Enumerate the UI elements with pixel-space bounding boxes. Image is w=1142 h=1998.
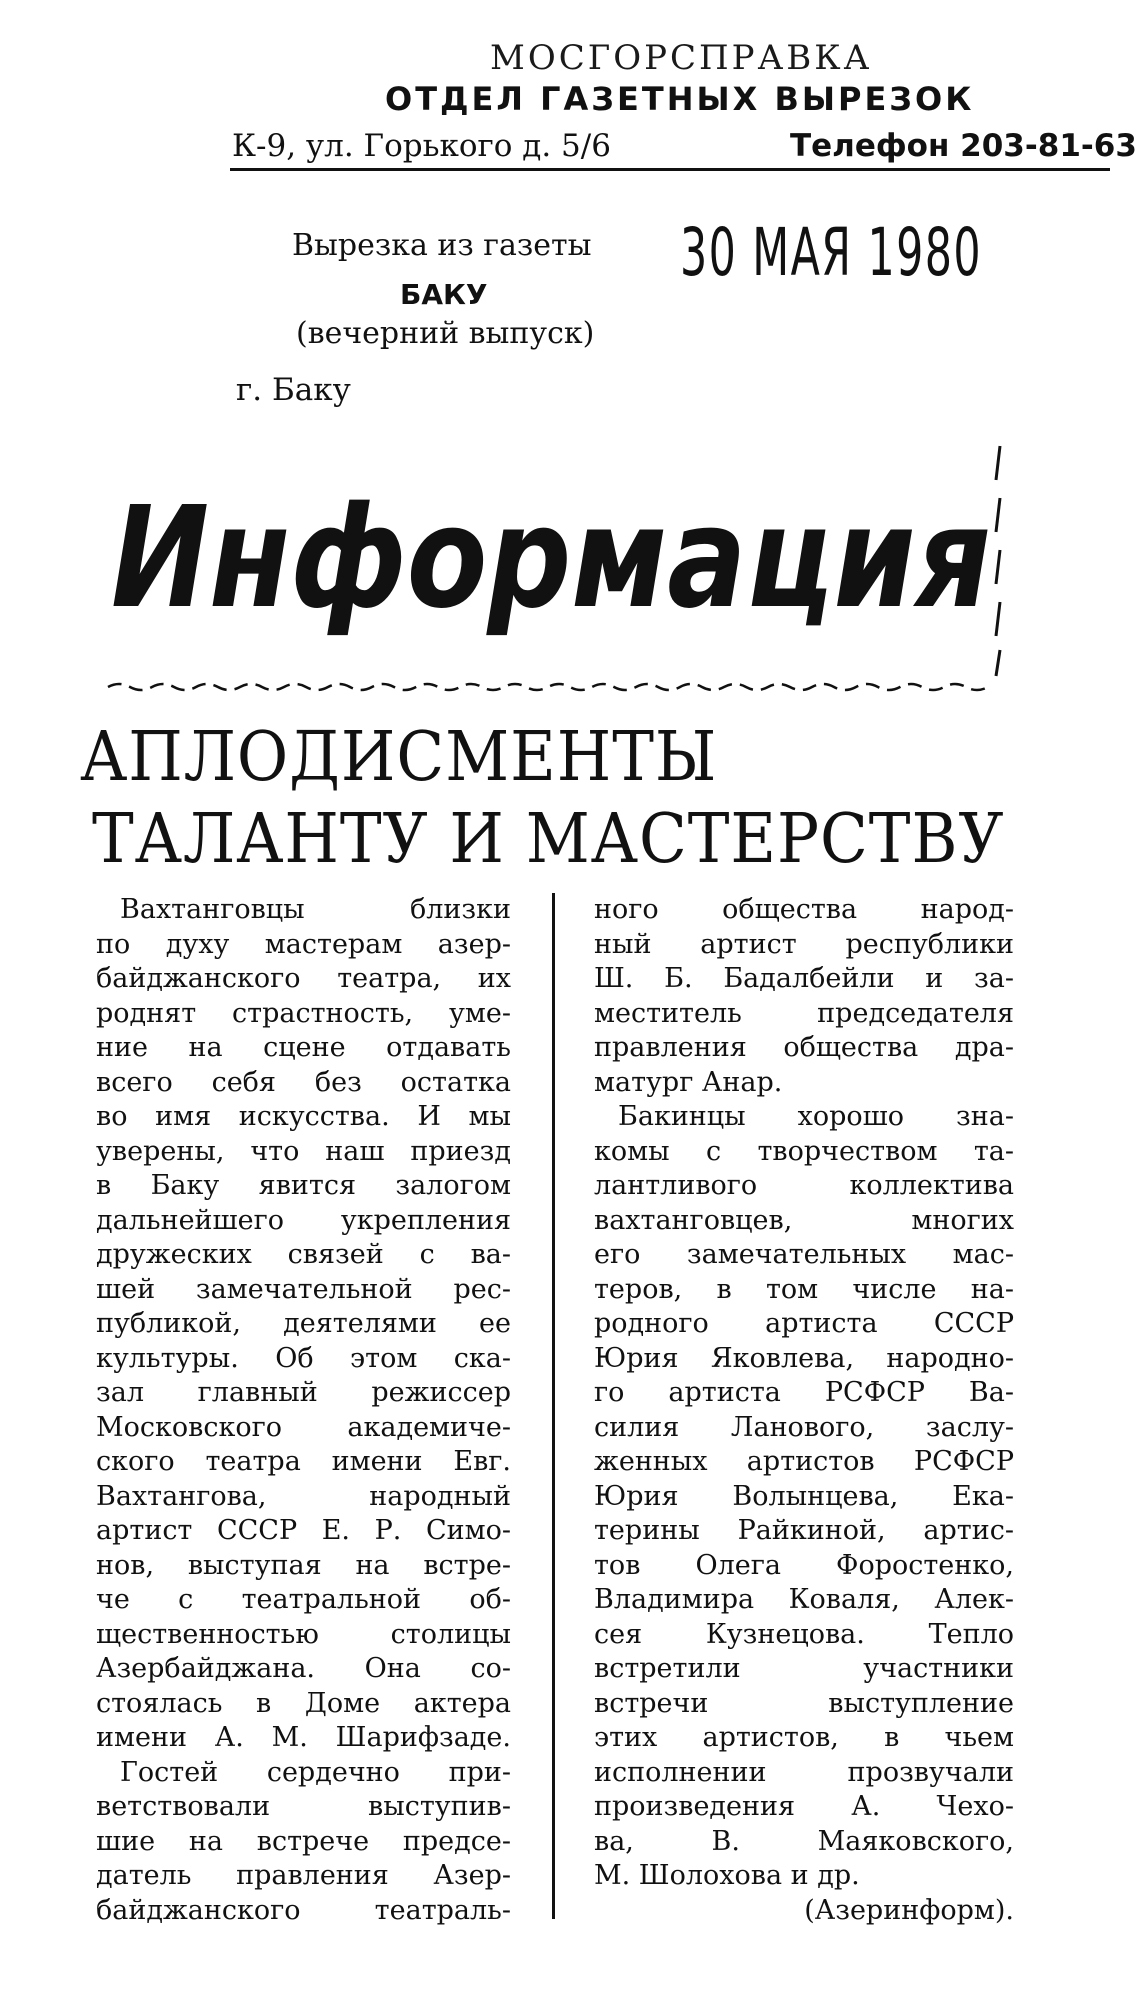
- article-line: че с театральной об-: [96, 1584, 511, 1615]
- article-line: Владимира Коваля, Алек-: [594, 1584, 1014, 1615]
- article-line: Бакинцы хорошо зна-: [618, 1101, 1014, 1132]
- article-line: по духу мастерам азер-: [96, 928, 511, 960]
- header-phone: Телефон 203-81-63: [790, 128, 1137, 164]
- article-line: артист СССР Е. Р. Симо-: [96, 1515, 511, 1546]
- article-line: родного артиста СССР: [594, 1308, 1014, 1339]
- newspaper-edition: (вечерний выпуск): [296, 316, 595, 351]
- article-line: теров, в том числе на-: [594, 1273, 1014, 1305]
- article-line: ние на сцене отдавать: [96, 1032, 511, 1063]
- article-line: Ш. Б. Бадалбейли и за-: [594, 963, 1014, 994]
- header-divider: [230, 168, 1110, 171]
- column-divider: [552, 893, 555, 1919]
- rubric-title: Информация: [111, 477, 991, 640]
- newspaper-name: БАКУ: [400, 278, 488, 311]
- article-line: нов, выступая на встре-: [96, 1549, 511, 1581]
- article-line: ный артист республики: [594, 928, 1014, 960]
- article-line: байджанского театраль-: [96, 1894, 511, 1926]
- clipping-label: Вырезка из газеты: [292, 228, 592, 263]
- article-line: дальнейшего укрепления: [96, 1204, 511, 1236]
- headline-line1: АПЛОДИСМЕНТЫ: [80, 718, 718, 797]
- article-line: датель правления Азер-: [96, 1860, 511, 1891]
- article-line: Вахтангова, народный: [96, 1480, 511, 1512]
- article-line: Азербайджана. Она со-: [96, 1653, 511, 1684]
- article-line: в Баку явится залогом: [96, 1170, 511, 1201]
- article-line: Вахтанговцы близки: [120, 894, 511, 925]
- article-line: комы с творчеством та-: [594, 1135, 1014, 1167]
- header-address: К-9, ул. Горького д. 5/6: [232, 128, 611, 164]
- article-line: Юрия Волынцева, Ека-: [594, 1480, 1014, 1512]
- article-line: силия Ланового, заслу-: [594, 1411, 1014, 1443]
- article-line: культуры. Об этом ска-: [96, 1342, 511, 1374]
- article-line: этих артистов, в чьем: [594, 1722, 1014, 1753]
- rubric-masthead: [105, 458, 1005, 648]
- article-line: лантливого коллектива: [594, 1170, 1014, 1201]
- article-line: Гостей сердечно при-: [120, 1756, 511, 1788]
- rubric-wavy-rule: [108, 680, 996, 694]
- article-line: сея Кузнецова. Тепло: [594, 1618, 1014, 1650]
- article-line: ветствовали выступив-: [96, 1791, 511, 1822]
- article-column-left: [96, 893, 511, 1928]
- article-line: меститель председателя: [594, 997, 1014, 1029]
- article-line: Московского академиче-: [96, 1411, 511, 1443]
- rubric-dashes-right: [988, 440, 1008, 680]
- article-line: встречи выступление: [594, 1687, 1014, 1719]
- header-department: ОТДЕЛ ГАЗЕТНЫХ ВЫРЕЗОК: [385, 80, 975, 118]
- article-line: правления общества дра-: [594, 1032, 1014, 1063]
- article-line: Юрия Яковлева, народно-: [594, 1342, 1014, 1374]
- article-line: зал главный режиссер: [96, 1377, 511, 1408]
- article-line: публикой, деятелями ее: [96, 1308, 511, 1339]
- article-line: ва, В. Маяковского,: [594, 1825, 1014, 1857]
- article-line: ного общества народ-: [594, 894, 1014, 925]
- article-line: дружеских связей с ва-: [96, 1239, 511, 1270]
- article-line: встретили участники: [594, 1653, 1014, 1684]
- article-line: роднят страстность, уме-: [96, 997, 511, 1029]
- article-line: женных артистов РСФСР: [594, 1446, 1014, 1477]
- article-line: исполнении прозвучали: [594, 1756, 1014, 1788]
- article-line: уверены, что наш приезд: [96, 1135, 511, 1167]
- article-line: щественностью столицы: [96, 1618, 511, 1650]
- article-line: терины Райкиной, артис-: [594, 1515, 1014, 1546]
- article-line: шей замечательной рес-: [96, 1273, 511, 1305]
- article-line: всего себя без остатка: [96, 1066, 511, 1098]
- header-agency: МОСГОРСПРАВКА: [490, 38, 873, 78]
- article-line: (Азеринформ).: [804, 1894, 1014, 1926]
- article-line: имени А. М. Шарифзаде.: [96, 1722, 511, 1753]
- article-line: ского театра имени Евг.: [96, 1446, 511, 1477]
- article-line: матург Анар.: [594, 1066, 783, 1098]
- article-line: тов Олега Форостенко,: [594, 1549, 1014, 1581]
- article-line: шие на встрече предсе-: [96, 1825, 511, 1857]
- newspaper-city: г. Баку: [236, 372, 351, 408]
- headline-line2: ТАЛАНТУ И МАСТЕРСТВУ: [92, 800, 1005, 879]
- article-line: стоялась в Доме актера: [96, 1687, 511, 1719]
- article-line: М. Шолохова и др.: [594, 1860, 860, 1891]
- article-line: во имя искусства. И мы: [96, 1101, 511, 1132]
- article-line: вахтанговцев, многих: [594, 1204, 1014, 1236]
- article-line: байджанского театра, их: [96, 963, 511, 994]
- date-stamp: 30 МАЯ 1980: [680, 214, 982, 291]
- article-line: его замечательных мас-: [594, 1239, 1014, 1270]
- article-column-right: [594, 893, 1014, 1928]
- article-line: го артиста РСФСР Ва-: [594, 1377, 1014, 1408]
- article-line: произведения А. Чехо-: [594, 1791, 1014, 1822]
